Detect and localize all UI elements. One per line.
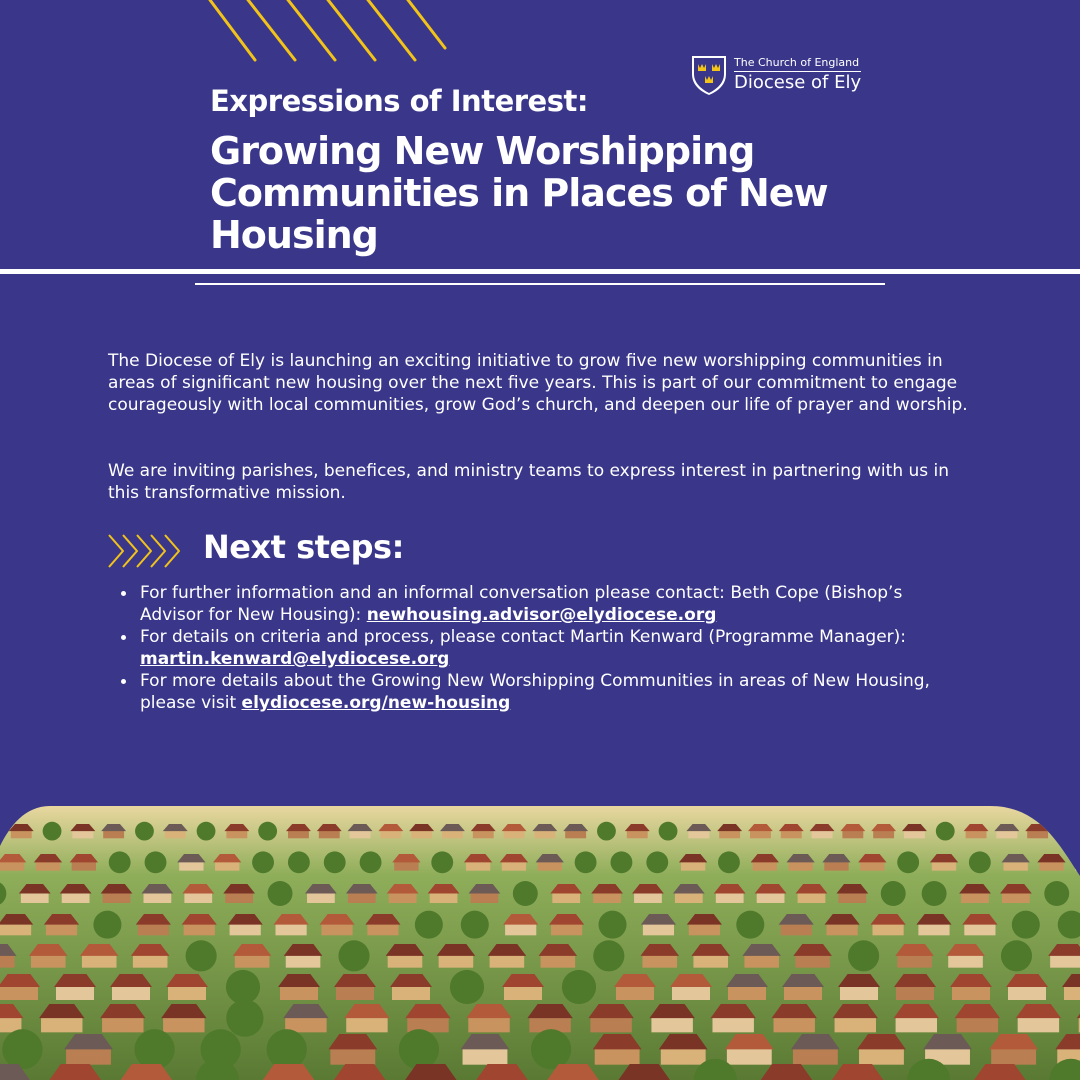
logo-org-name: The Church of England [734,56,861,72]
chevrons-icon [107,533,183,569]
diocese-logo [690,54,861,96]
intro-paragraph: The Diocese of Ely is launching an exciting initiative to grow five new worshipping communities in areas of significant new housing over the next five years. This is part of our commitment to engage courageously with local communities, grow God’s church, and deepen our life of prayer and worship. [108,351,968,415]
step-text: For more details about the Growing New Worshipping Communities in areas of New Housing, please visit [140,671,930,713]
shield-crowns-icon [690,54,728,96]
divider-thick [0,269,1080,274]
invite-paragraph: We are inviting parishes, benefices, and ministry teams to express interest in partnering with us in this transformative mission. [108,461,950,503]
step-text: For details on criteria and process, please contact Martin Kenward (Programme Manager): [140,627,906,647]
decorative-stripes [200,0,450,70]
website-link[interactable]: elydiocese.org/new-housing [241,693,511,713]
list-item [140,626,960,670]
page-title: Growing New Worshipping Communities in Places of New Housing [210,129,828,257]
divider-thin [195,283,885,285]
logo-diocese-name: Diocese of Ely [734,72,862,93]
contact-email-link[interactable]: newhousing.advisor@elydiocese.org [366,605,717,625]
housing-estate-photo [0,806,1080,1080]
step-text: For further information and an informal conversation please contact: Beth Cope (Bishop’s Advisor for New Housing): [140,583,903,625]
next-steps-heading: Next steps: [203,528,404,566]
list-item [140,582,960,626]
list-item [140,670,960,714]
next-steps-list [140,582,960,714]
eyebrow-heading: Expressions of Interest: [210,84,588,118]
contact-email-link[interactable]: martin.kenward@elydiocese.org [140,649,450,669]
